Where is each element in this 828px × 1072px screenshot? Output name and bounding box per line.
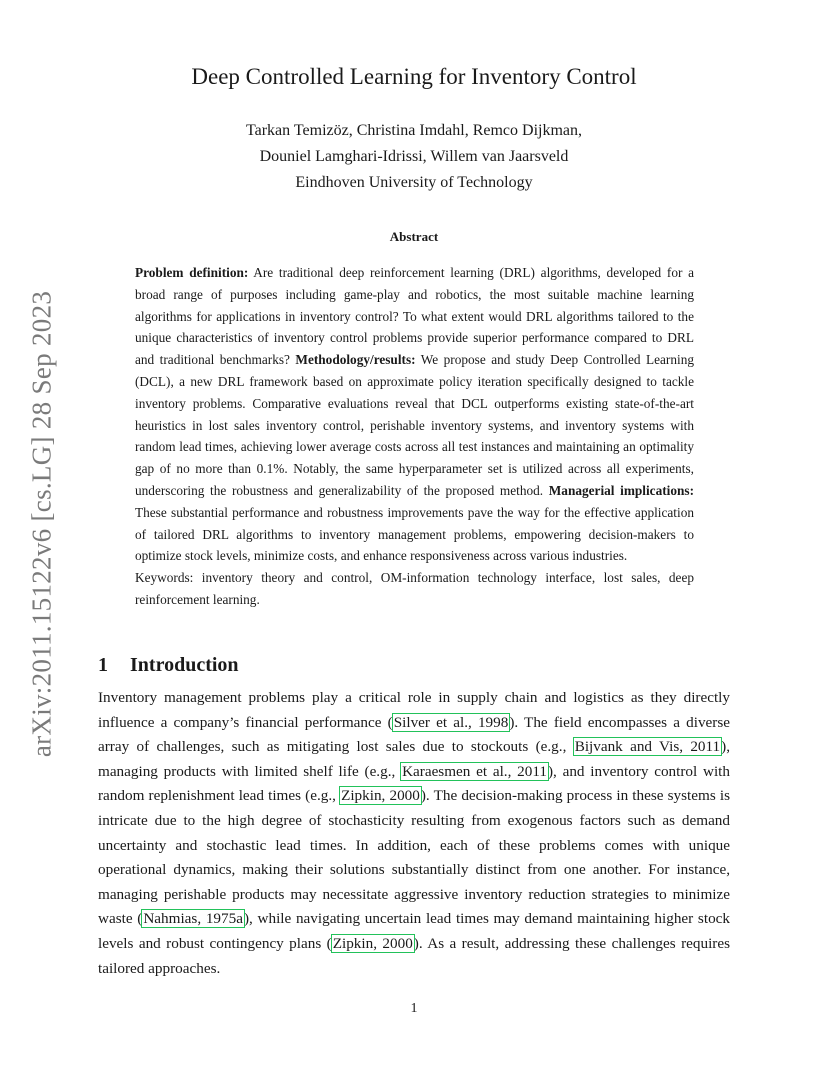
paper-title: Deep Controlled Learning for Inventory Control: [191, 64, 637, 89]
section-heading-introduction: [98, 654, 239, 677]
methodology-label: Methodology/results:: [295, 352, 416, 368]
citation-link[interactable]: Nahmias, 1975a: [143, 910, 243, 928]
intro-text: Inventory management problems play a critical role in supply chain and logistics as they directly influence a company’s financial performance (: [98, 689, 730, 731]
arxiv-sidebar-stamp: [22, 286, 62, 761]
intro-text: ), managing products with limited shelf life (e.g.,: [98, 738, 730, 780]
managerial-implications-text: These substantial performance and robustness improvements pave the way for the effective application of tailored DRL algorithms to inventory management problems, empowering decision-makers to optimize stock levels, minimize costs, and enhance responsiveness across various industries.: [135, 504, 694, 564]
abstract-paragraph: [135, 262, 694, 567]
citation-link[interactable]: Zipkin, 2000: [332, 934, 413, 952]
problem-definition-label: Problem definition:: [135, 265, 249, 280]
managerial-implications-label: Managerial implications:: [548, 482, 694, 498]
affiliation: Eindhoven University of Technology: [295, 174, 533, 191]
intro-text: ). As a result, addressing these challenges requires tailored approaches.: [98, 934, 731, 977]
abstract-body: [135, 262, 694, 611]
introduction-body: [98, 686, 730, 981]
section-number: 1: [98, 654, 108, 676]
citation-link[interactable]: Bijvank and Vis, 2011: [574, 738, 721, 756]
intro-text: ). The decision-making process in these systems is intricate due to the high degree of stochasticity resulting from exogenous factors such as demand uncertainty and stochastic lead times. In addition, each of these problems comes with unique operational dynamics, making their solutions substantially distinct from one another. For instance, managing perishable products may necessitate aggressive inventory reduction strategies to minimize waste (: [98, 787, 730, 928]
citation-link[interactable]: Karaesmen et al., 2011: [402, 762, 547, 780]
methodology-text: We propose and study Deep Controlled Learning (DCL), a new DRL framework based on approximate policy iteration specifically designed to tackle inventory problems. Comparative evaluations reveal that DCL outperforms existing state-of-the-art heuristics in lost sales inventory control, perishable inventory systems, and inventory systems with random lead times, achieving lower average costs across all test instances and maintaining an optimality gap of no more than 0.1%. Notably, the same hyperparameter set is utilized across all experiments, underscoring the robustness and generalizability of the proposed method.: [135, 352, 694, 498]
intro-text: ). The field encompasses a diverse array of challenges, such as mitigating lost sales due to stockouts (e.g.,: [98, 713, 730, 756]
keywords: Keywords: inventory theory and control, OM-information technology interface, lost sales, deep reinforcement learning.: [135, 570, 694, 607]
introduction-paragraph: [98, 686, 730, 981]
citation-link[interactable]: Zipkin, 2000: [341, 787, 420, 805]
authors-line-1: Tarkan Temizöz, Christina Imdahl, Remco Dijkman,: [245, 122, 583, 139]
problem-definition-text: Are traditional deep reinforcement learning (DRL) algorithms, developed for a broad range of purposes including game-play and robotics, the most suitable machine learning algorithms for applications in inventory control? To what extent would DRL algorithms tailored to the unique characteristics of inventory control problems provide superior performance compared to DRL and traditional benchmarks?: [135, 265, 694, 368]
page-number: 1: [410, 1001, 418, 1016]
intro-text: ), and inventory control with random replenishment lead times (e.g.,: [98, 762, 731, 805]
abstract-heading: Abstract: [389, 229, 439, 244]
intro-text: ), while navigating uncertain lead times may demand maintaining higher stock levels and robust contingency plans (: [98, 910, 730, 952]
arxiv-id-text: arXiv:2011.15122v6 [cs.LG] 28 Sep 2023: [26, 290, 57, 757]
author-block: [0, 118, 828, 196]
authors-line-2: Douniel Lamghari-Idrissi, Willem van Jaarsveld: [259, 148, 569, 165]
section-title: Introduction: [130, 654, 239, 676]
citation-link[interactable]: Silver et al., 1998: [393, 713, 509, 731]
